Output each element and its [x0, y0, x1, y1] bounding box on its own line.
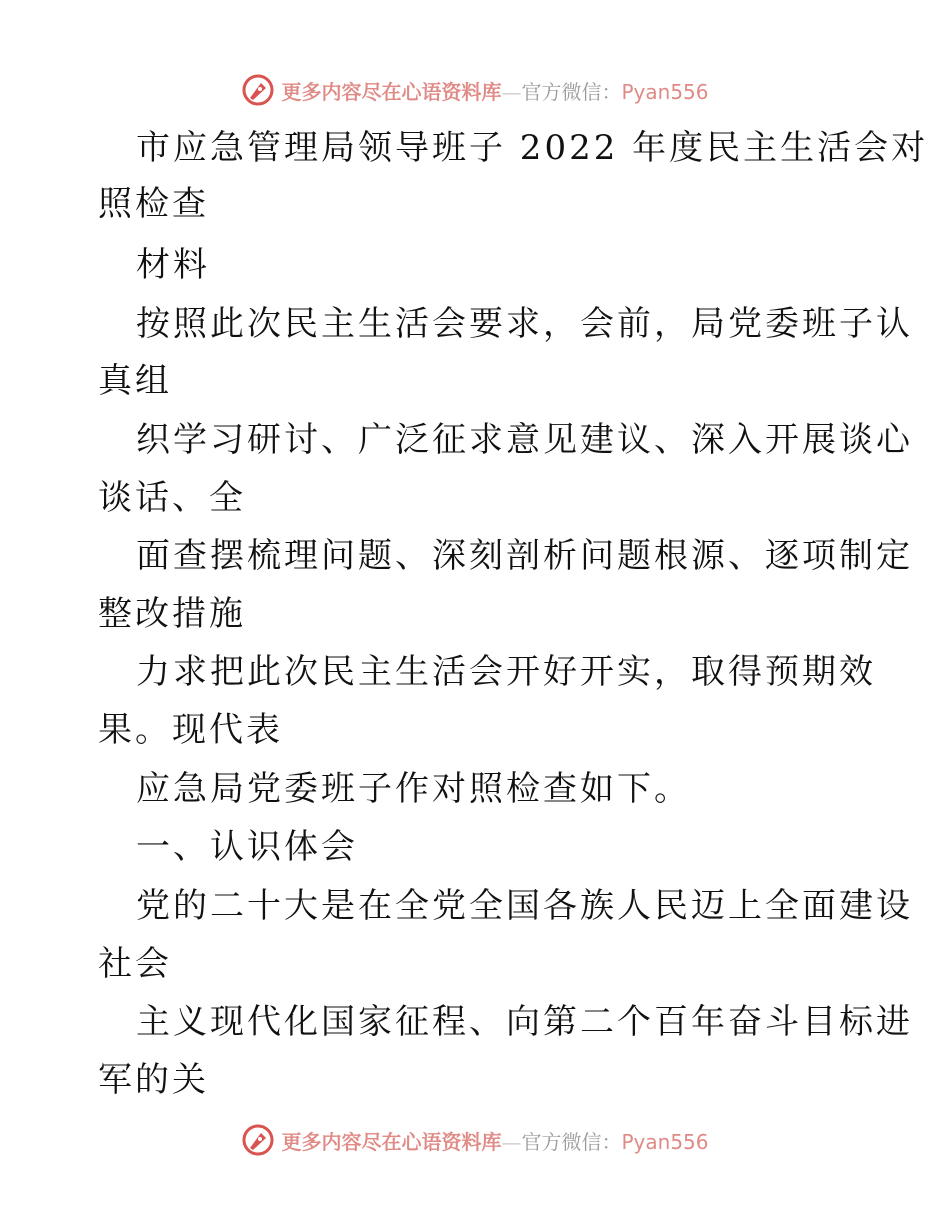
- title-line-3: 材料: [136, 245, 210, 285]
- watermark-main-text: 更多内容尽在心语资料库: [281, 1129, 502, 1154]
- paragraph-line: 织学习研讨、广泛征求意见建议、深入开展谈心: [136, 420, 913, 460]
- watermark-wechat-label: 官方微信：: [521, 1129, 622, 1154]
- paragraph-line: 谈话、全: [98, 478, 246, 518]
- pen-nib-logo-icon: [241, 73, 275, 107]
- watermark-wechat-id: Pyan556: [621, 1129, 709, 1154]
- paragraph-line: 主义现代化国家征程、向第二个百年奋斗目标进: [136, 1002, 913, 1042]
- paragraph-line: 面查摆梳理问题、深刻剖析问题根源、逐项制定: [136, 536, 913, 576]
- watermark-wechat-label: 官方微信：: [521, 79, 622, 104]
- paragraph-line: 党的二十大是在全党全国各族人民迈上全面建设: [136, 886, 913, 926]
- paragraph-line: 力求把此次民主生活会开好开实，取得预期效: [136, 652, 876, 692]
- paragraph-line: 真组: [98, 361, 172, 401]
- paragraph-line: 社会: [98, 944, 172, 984]
- paragraph-line: 按照此次民主生活会要求，会前，局党委班子认: [136, 304, 913, 344]
- watermark-separator: —: [501, 1129, 522, 1154]
- paragraph-line: 应急局党委班子作对照检查如下。: [136, 769, 691, 809]
- watermark-separator: —: [501, 79, 522, 104]
- paragraph-line: 整改措施: [98, 594, 246, 634]
- section-heading: 一、认识体会: [136, 827, 358, 867]
- title-line-1: 市应急管理局领导班子 2022 年度民主生活会对: [136, 128, 929, 168]
- header-watermark: [0, 70, 950, 110]
- watermark-main-text: 更多内容尽在心语资料库: [281, 79, 502, 104]
- pen-nib-logo-icon: [241, 1123, 275, 1157]
- watermark-wechat-id: Pyan556: [621, 79, 709, 104]
- footer-watermark: [0, 1120, 950, 1160]
- paragraph-line: 果。现代表: [98, 710, 283, 750]
- paragraph-line: 军的关: [98, 1060, 209, 1100]
- title-line-2: 照检查: [98, 184, 209, 224]
